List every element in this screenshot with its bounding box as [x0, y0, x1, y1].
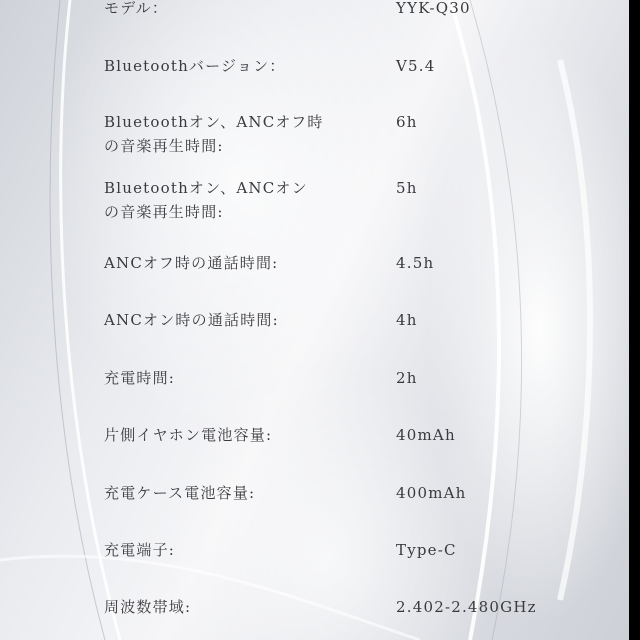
spec-value: Type-C	[396, 541, 457, 559]
spec-label-line: Bluetoothバージョン：	[104, 57, 286, 75]
spec-label	[104, 176, 308, 224]
spec-label	[104, 110, 324, 158]
spec-label-line: Bluetoothオン、ANCオン	[104, 179, 308, 197]
spec-label	[104, 538, 175, 562]
spec-value: 40mAh	[396, 426, 456, 444]
spec-label	[104, 251, 278, 275]
spec-label	[104, 308, 279, 332]
spec-label	[104, 423, 272, 447]
spec-value: YYK-Q30	[396, 0, 471, 17]
spec-label-line: の音楽再生時間:	[104, 137, 224, 155]
spec-label-line: 充電ケース電池容量:	[104, 484, 256, 502]
spec-label-line: の音楽再生時間:	[104, 203, 224, 221]
spec-value: 6h	[396, 113, 418, 131]
spec-label	[104, 54, 286, 78]
spec-label-line: 充電時間:	[104, 369, 176, 387]
spec-label	[104, 481, 255, 505]
spec-value: 400mAh	[396, 484, 467, 502]
spec-value: 2h	[396, 369, 418, 387]
spec-label-line: 充電端子:	[104, 541, 176, 559]
spec-value: 2.402-2.480GHz	[396, 598, 537, 616]
spec-label-line: 片側イヤホン電池容量:	[104, 426, 273, 444]
spec-label-line: ANCオフ時の通話時間:	[104, 254, 279, 272]
spec-label	[104, 0, 168, 20]
spec-label-line: 周波数帯域:	[104, 598, 192, 616]
spec-value: 4.5h	[396, 254, 435, 272]
spec-value: V5.4	[396, 57, 436, 75]
spec-value: 5h	[396, 179, 418, 197]
spec-label	[104, 595, 191, 619]
spec-label-line: モデル：	[104, 0, 169, 17]
spec-label	[104, 366, 175, 390]
spec-value: 4h	[396, 311, 418, 329]
spec-label-line: Bluetoothオン、ANCオフ時	[104, 113, 324, 131]
spec-label-line: ANCオン時の通話時間:	[104, 311, 279, 329]
